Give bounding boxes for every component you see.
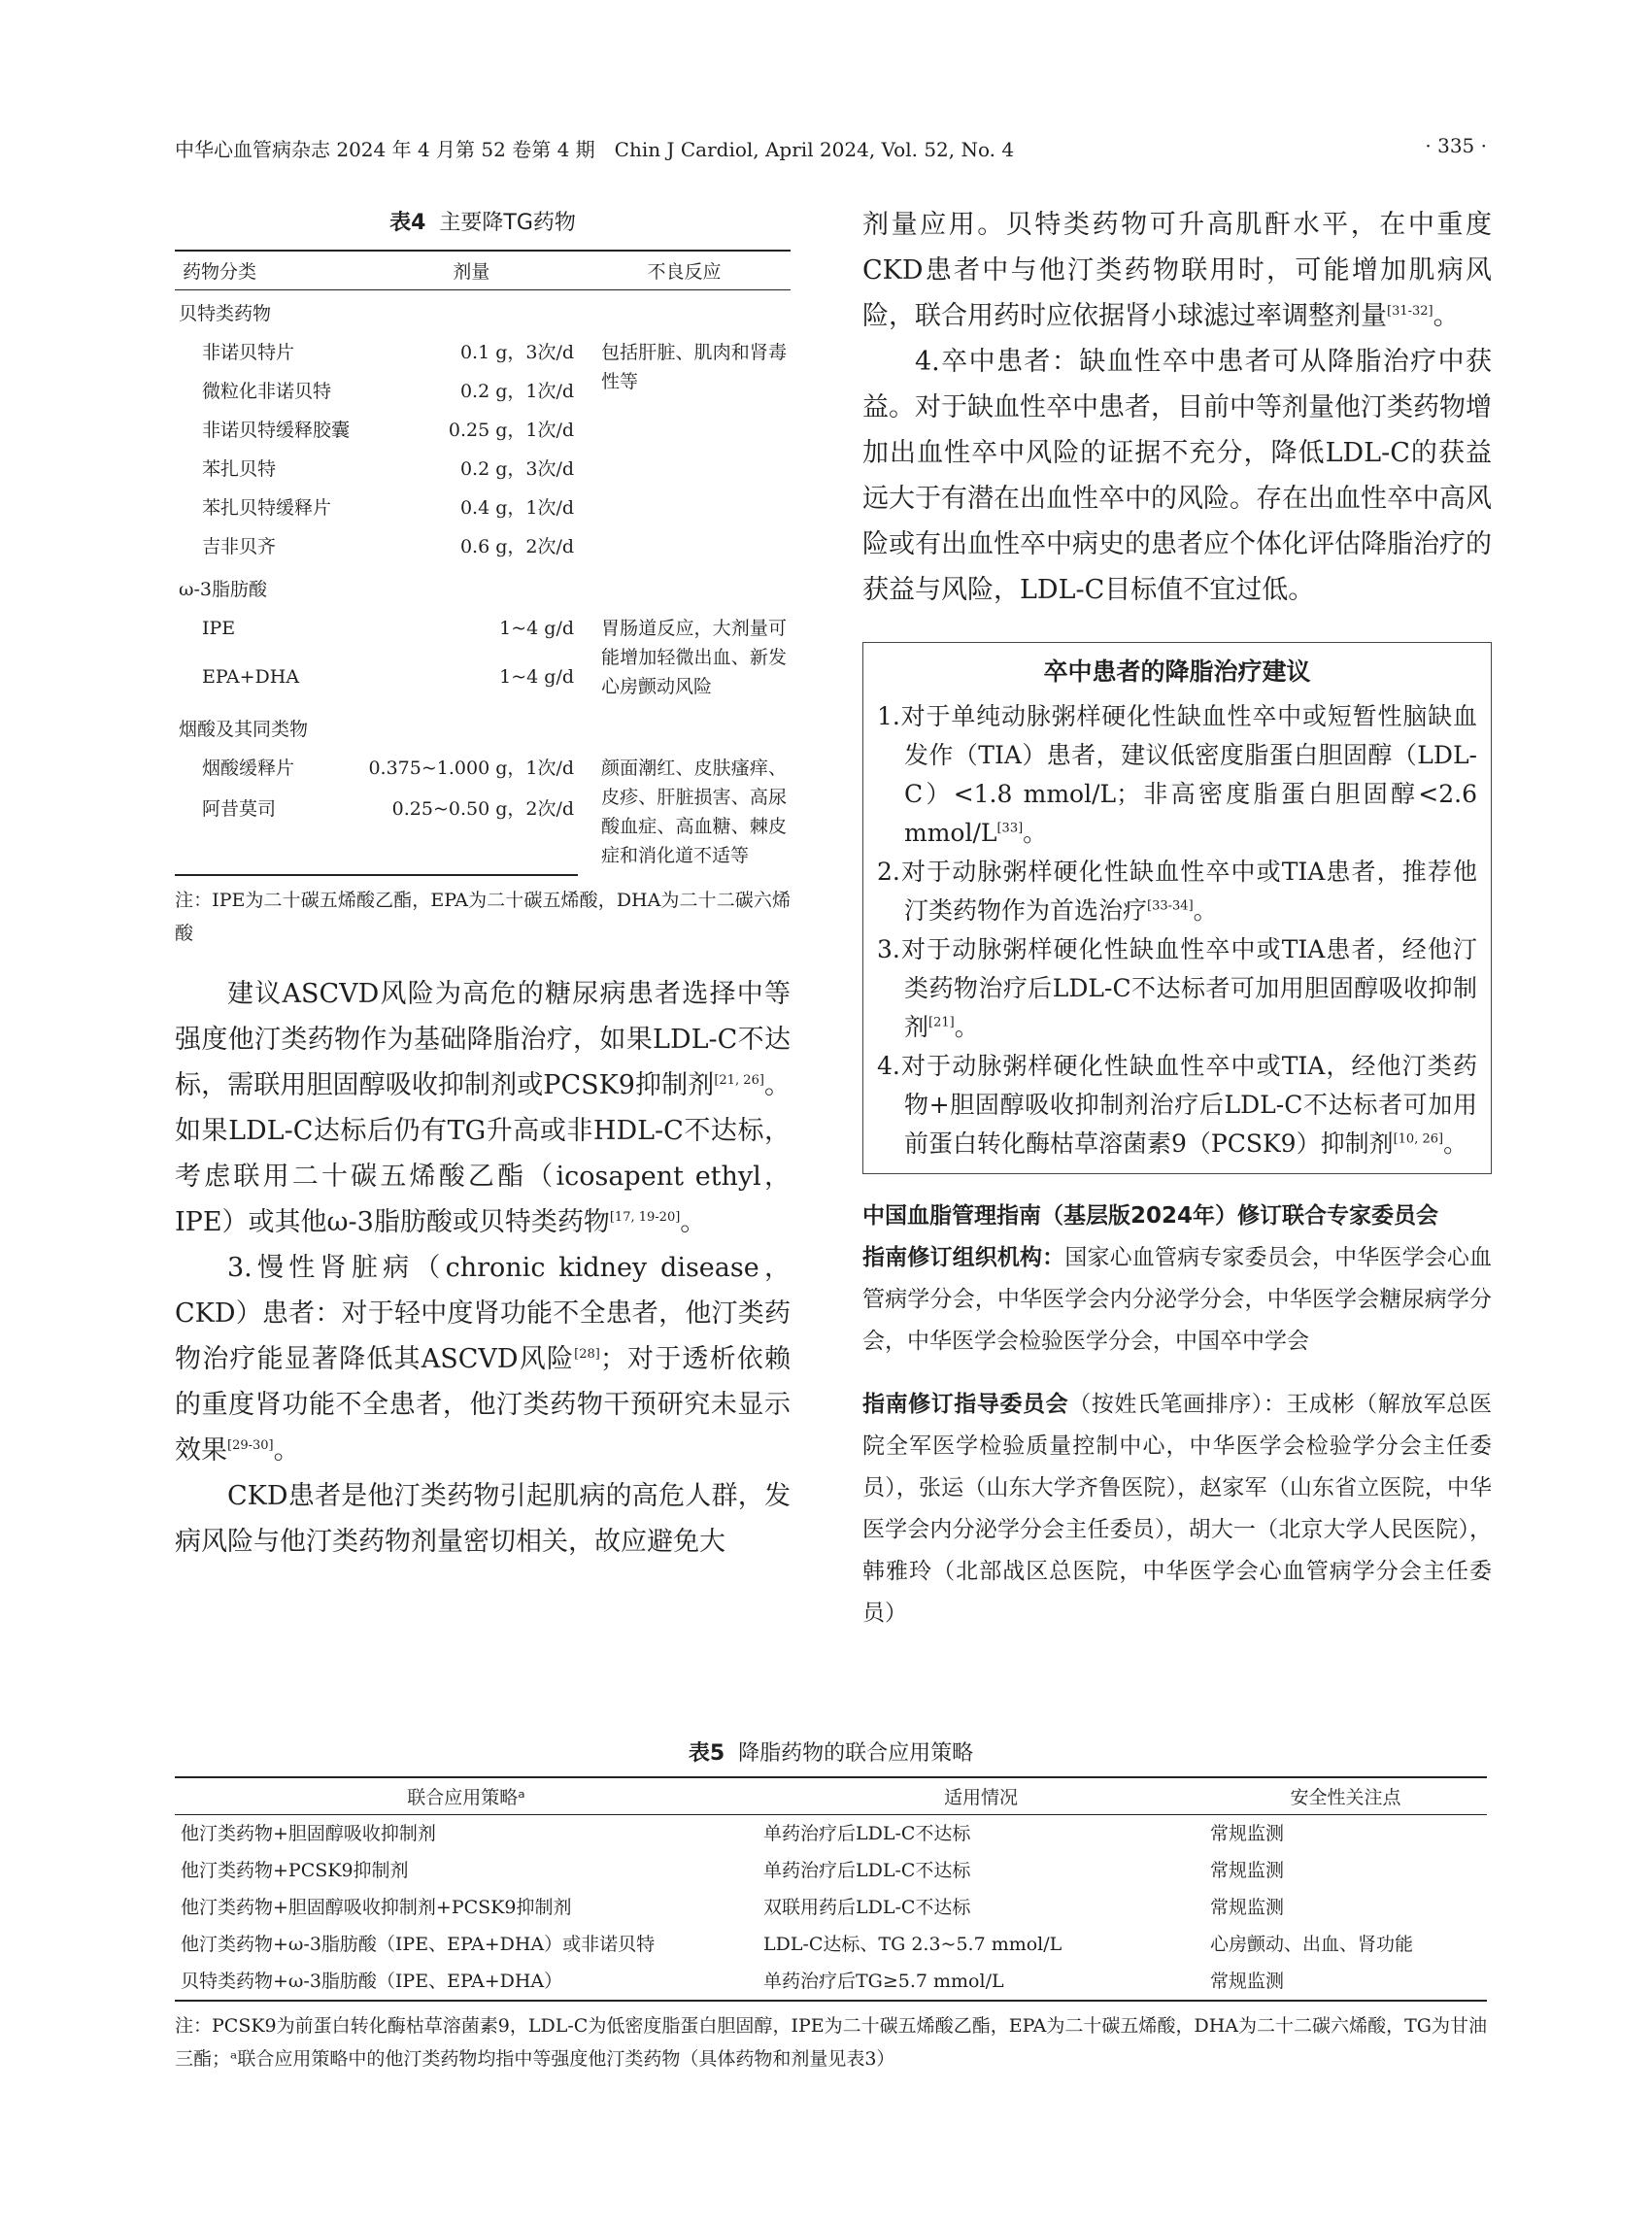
table-row — [175, 1963, 1487, 2001]
committee-guidance — [862, 1384, 1492, 1635]
citation: [21] — [928, 1015, 955, 1030]
drug-dose: 0.6 g，2次/d — [459, 536, 575, 557]
table-row — [175, 609, 791, 657]
strategy-cell: 贝特类药物+ω-3脂肪酸（IPE、EPA+DHA） — [175, 1963, 758, 2001]
table4-group-row — [175, 706, 791, 749]
drug-dose: 0.375~1.000 g，1次/d — [368, 758, 575, 779]
table-row — [175, 1852, 1487, 1889]
strategy-cell: 他汀类药物+PCSK9抑制剂 — [181, 1860, 409, 1881]
table5-section — [175, 1736, 1487, 2075]
text-span: 3.慢性肾脏病（chronic kidney disease，CKD）患者：对于轻中度肾功能不全患者，他汀类药物治疗能显著降低其ASCVD风险 — [175, 1253, 791, 1374]
table4-group-row — [175, 290, 791, 334]
table5-header-indication: 适用情况 — [758, 1777, 1204, 1815]
paragraph-ckd — [175, 1245, 791, 1473]
table5-label: 表5 — [688, 1741, 725, 1766]
text-span: 1.对于单纯动脉粥样硬化性缺血性卒中或短暂性脑缺血发作（TIA）患者，建议低密度脂蛋白胆固醇（LDL-C）<1.8 mmol/L；非高密度脂蛋白胆固醇<2.6 mmol/L — [877, 702, 1477, 847]
drug-name: 苯扎贝特缓释片 — [202, 497, 332, 519]
text-span: 。如果LDL-C达标后仍有TG升高或非HDL-C不达标，考虑联用二十碳五烯酸乙酯（icosapent ethyl，IPE）或其他ω-3脂肪酸或贝特类药物 — [175, 1070, 792, 1237]
table-row — [175, 749, 791, 790]
drug-dose: 0.4 g，1次/d — [459, 497, 575, 519]
recommendation-item — [877, 853, 1477, 930]
citation: [10, 26] — [1393, 1131, 1444, 1147]
drug-name: IPE — [202, 618, 236, 639]
journal-citation: 中华心血管病杂志 2024 年 4 月第 52 卷第 4 期 Chin J Cardiol, April 2024, Vol. 52, No. 4 — [175, 138, 1015, 161]
indication-cell: 单药治疗后LDL-C不达标 — [763, 1823, 971, 1844]
indication-cell: LDL-C达标、TG 2.3~5.7 mmol/L — [763, 1934, 1062, 1955]
text-span: ；对于透析依赖的重度肾功能不全患者，他汀类药物干预研究未显示效果 — [175, 1344, 791, 1466]
drug-adverse-effects: 颜面潮红、皮肤瘙痒、皮疹、肝脏损害、高尿酸血症、高血糖、棘皮症和消化道不适等 — [601, 758, 787, 866]
safety-cell: 心房颤动、出血、肾功能 — [1210, 1934, 1414, 1955]
text-span: 建议ASCVD风险为高危的糖尿病患者选择中等强度他汀类药物作为基础降脂治疗，如果LDL-C不达标，需联用胆固醇吸收抑制剂或PCSK9抑制剂 — [175, 979, 791, 1100]
drug-dose: 1~4 g/d — [499, 666, 575, 688]
left-body-text — [175, 971, 791, 1565]
drug-name: 吉非贝齐 — [202, 536, 277, 557]
table4-caption — [175, 206, 791, 236]
drug-name: EPA+DHA — [202, 666, 300, 688]
table-row — [175, 1926, 1487, 1963]
safety-cell: 常规监测 — [1210, 1897, 1285, 1918]
drug-dose: 0.2 g，1次/d — [459, 381, 575, 402]
drug-adverse-effects: 包括肝脏、肌肉和肾毒性等 — [601, 342, 787, 392]
paragraph-ckd-continued — [862, 202, 1492, 339]
table4-title: 主要降TG药物 — [439, 211, 576, 235]
text-span: 。 — [1023, 819, 1048, 847]
paragraph-diabetes — [175, 971, 791, 1245]
table4-header-dose: 剂量 — [364, 251, 578, 290]
table4-header-class: 药物分类 — [175, 251, 364, 290]
table5-title: 降脂药物的联合应用策略 — [738, 1741, 974, 1766]
text-span: 。 — [1193, 896, 1218, 925]
paragraph-ckd-myopathy: CKD患者是他汀类药物引起肌病的高危人群，发病风险与他汀类药物剂量密切相关，故应避免大 — [175, 1481, 791, 1557]
right-column — [862, 202, 1492, 1635]
citation: [31-32] — [1387, 304, 1433, 319]
table4-label: 表4 — [389, 211, 426, 235]
table4-group-fibrates: 贝特类药物 — [179, 303, 272, 324]
left-column — [175, 206, 791, 1565]
table-row — [175, 1815, 1487, 1853]
committee-section — [862, 1196, 1492, 1635]
citation: [29-30] — [227, 1438, 274, 1453]
paragraph-stroke: 4.卒中患者：缺血性卒中患者可从降脂治疗中获益。对于缺血性卒中患者，目前中等剂量他汀类药物增加出血性卒中风险的证据不充分，降低LDL-C的获益远大于有潜在出血性卒中的风险。存在出血性卒中高风险或有出血性卒中病史的患者应个体化评估降脂治疗的获益与风险，LDL-C目标值不宜过低。 — [862, 347, 1492, 605]
citation: [33-34] — [1147, 898, 1194, 914]
drug-name: 非诺贝特片 — [202, 342, 295, 363]
box-title: 卒中患者的降脂治疗建议 — [1043, 657, 1311, 686]
drug-name: 苯扎贝特 — [202, 458, 277, 480]
guidance-label: 指南修订指导委员会 — [862, 1392, 1069, 1417]
drug-dose: 0.1 g，3次/d — [459, 342, 575, 363]
drug-dose: 0.2 g，3次/d — [459, 458, 575, 480]
strategy-cell: 他汀类药物+胆固醇吸收抑制剂 — [181, 1823, 436, 1844]
running-header — [175, 134, 1487, 162]
table5-note: 注：PCSK9为前蛋白转化酶枯草溶菌素9，LDL-C为低密度脂蛋白胆固醇，IPE为二十碳五烯酸乙酯，EPA为二十碳五烯酸，DHA为二十二碳六烯酸，TG为甘油三酯；ᵃ联合应用策略中的他汀类药物均指中等强度他汀类药物（具体药物和剂量见表3） — [175, 2015, 1487, 2070]
citation: [28] — [574, 1347, 600, 1362]
citation: [33] — [996, 821, 1024, 836]
text-span: 。 — [680, 1207, 707, 1237]
drug-name: 烟酸缓释片 — [202, 758, 295, 779]
text-span: 3.对于动脉粥样硬化性缺血性卒中或TIA患者，经他汀类药物治疗后LDL-C不达标者可加用胆固醇吸收抑制剂 — [877, 935, 1477, 1041]
table4-group-niacin: 烟酸及其同类物 — [179, 719, 309, 740]
drug-name: 微粒化非诺贝特 — [202, 381, 332, 402]
table5-header-safety: 安全性关注点 — [1204, 1777, 1487, 1815]
text-span: 。 — [1443, 1129, 1468, 1158]
table4-group-omega3: ω-3脂肪酸 — [179, 579, 268, 600]
text-span: 。 — [954, 1013, 979, 1041]
table-row — [175, 333, 791, 372]
org-text: 国家心血管病专家委员会，中华医学会心血管病学分会，中华医学会内分泌学分会，中华医学会糖尿病学分会，中华医学会检验医学分会，中国卒中学会 — [862, 1245, 1493, 1354]
recommendation-item — [877, 930, 1477, 1047]
recommendation-box — [862, 642, 1492, 1174]
drug-dose: 1~4 g/d — [499, 618, 575, 639]
table4 — [175, 250, 791, 876]
recommendation-item — [877, 697, 1477, 853]
drug-name: 阿昔莫司 — [175, 790, 364, 875]
strategy-cell: 他汀类药物+ω-3脂肪酸（IPE、EPA+DHA）或非诺贝特 — [181, 1934, 656, 1955]
committee-heading: 中国血脂管理指南（基层版2024年）修订联合专家委员会 — [862, 1203, 1439, 1229]
table5-caption — [175, 1736, 1487, 1767]
text-span: 剂量应用。贝特类药物可升高肌酐水平，在中重度CKD患者中与他汀类药物联用时，可能增加肌病风险，联合用药时应依据肾小球滤过率调整剂量 — [862, 210, 1492, 331]
strategy-cell: 他汀类药物+胆固醇吸收抑制剂+PCSK9抑制剂 — [181, 1897, 572, 1918]
text-span: 。 — [273, 1435, 300, 1466]
table5-header-row — [175, 1777, 1487, 1815]
drug-adverse-effects: 胃肠道反应，大剂量可能增加轻微出血、新发心房颤动风险 — [601, 618, 787, 697]
table-row — [175, 1889, 1487, 1926]
committee-organizations — [862, 1237, 1492, 1363]
drug-dose: 0.25 g，1次/d — [448, 420, 575, 441]
indication-cell: 双联用药后LDL-C不达标 — [763, 1897, 971, 1918]
right-body-text — [862, 202, 1492, 613]
table4-group-row — [175, 566, 791, 609]
recommendation-item — [877, 1047, 1477, 1163]
table4-header-ae: 不良反应 — [578, 251, 791, 290]
drug-name: 非诺贝特缓释胶囊 — [202, 420, 351, 441]
page-number: · 335 · — [1425, 134, 1487, 157]
table5-header-strategy: 联合应用策略ᵃ — [175, 1777, 758, 1815]
text-span: 。 — [1433, 301, 1460, 331]
guidance-text: （按姓氏笔画排序）：王成彬（解放军总医院全军医学检验质量控制中心，中华医学会检验学分会主任委员），张运（山东大学齐鲁医院），赵家军（山东省立医院，中华医学会内分泌学分会主任委员），胡大一（北京大学人民医院），韩雅玲（北部战区总医院，中华医学会心血管病学分会主任委员） — [862, 1392, 1493, 1626]
table4-header-row — [175, 251, 791, 290]
org-label: 指南修订组织机构： — [862, 1245, 1065, 1270]
citation: [17, 19-20] — [609, 1210, 681, 1225]
drug-dose: 0.25~0.50 g，2次/d — [364, 790, 578, 875]
text-span: 4.对于动脉粥样硬化性缺血性卒中或TIA，经他汀类药物+胆固醇吸收抑制剂治疗后LDL-C不达标者可加用前蛋白转化酶枯草溶菌素9（PCSK9）抑制剂 — [877, 1052, 1477, 1158]
safety-cell: 常规监测 — [1210, 1823, 1285, 1844]
safety-cell: 常规监测 — [1204, 1963, 1487, 2001]
text-span: 2.对于动脉粥样硬化性缺血性卒中或TIA患者，推荐他汀类药物作为首选治疗 — [877, 858, 1477, 925]
table5 — [175, 1776, 1487, 2002]
table4-note: 注：IPE为二十碳五烯酸乙酯，EPA为二十碳五烯酸，DHA为二十二碳六烯酸 — [175, 890, 791, 944]
indication-cell: 单药治疗后LDL-C不达标 — [763, 1860, 971, 1881]
citation: [21, 26] — [714, 1073, 764, 1088]
safety-cell: 常规监测 — [1210, 1860, 1285, 1881]
indication-cell: 单药治疗后TG≥5.7 mmol/L — [758, 1963, 1204, 2001]
